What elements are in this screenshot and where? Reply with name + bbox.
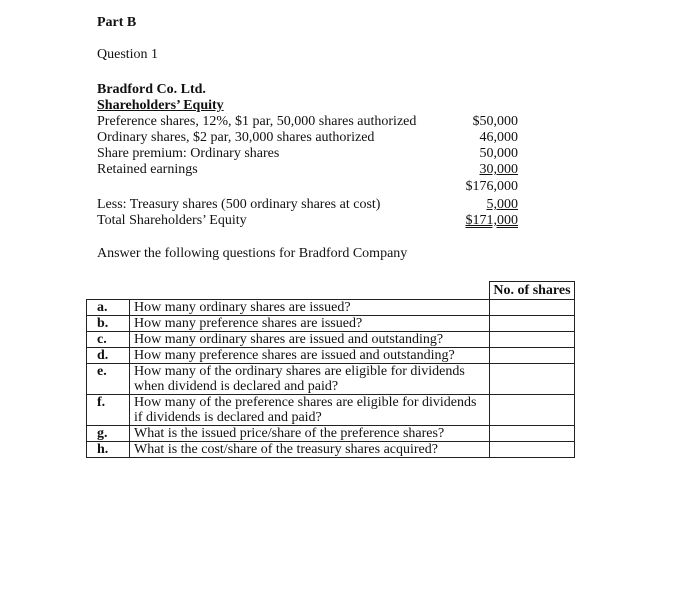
equity-line-label: Ordinary shares, $2 par, 30,000 shares authorized [97, 130, 375, 145]
question-text [130, 300, 490, 316]
total-equity-label: Total Shareholders’ Equity [97, 213, 247, 228]
table-row [87, 316, 575, 332]
question-line: when dividend is declared and paid? [134, 379, 339, 394]
header-spacer [87, 282, 130, 300]
question-letter: a. [87, 300, 130, 316]
answer-cell[interactable] [490, 395, 575, 426]
total-equity-amount: $171,000 [465, 213, 518, 228]
question-line: What is the cost/share of the treasury shares acquired? [134, 442, 438, 457]
company-name: Bradford Co. Ltd. [97, 82, 206, 97]
question-line: How many ordinary shares are issued and outstanding? [134, 332, 444, 347]
equity-line-label: Preference shares, 12%, $1 par, 50,000 shares authorized [97, 114, 417, 129]
answer-cell[interactable] [490, 316, 575, 332]
answer-cell[interactable] [490, 348, 575, 364]
question-line: How many ordinary shares are issued? [134, 300, 351, 315]
table-header-row [87, 282, 575, 300]
equity-line-label: Retained earnings [97, 162, 198, 177]
question-letter: h. [87, 442, 130, 458]
answer-cell[interactable] [490, 332, 575, 348]
equity-line-label: Share premium: Ordinary shares [97, 146, 280, 161]
equity-line-amount: 50,000 [479, 146, 518, 161]
question-letter: e. [87, 364, 130, 395]
equity-line-amount: 30,000 [479, 162, 518, 177]
question-line: How many of the ordinary shares are eligible for dividends [134, 364, 465, 379]
subtotal-amount: $176,000 [465, 179, 518, 194]
question-letter: d. [87, 348, 130, 364]
answer-cell[interactable] [490, 364, 575, 395]
table-row [87, 332, 575, 348]
less-treasury-label: Less: Treasury shares (500 ordinary shares at cost) [97, 197, 381, 212]
question-text [130, 442, 490, 458]
question-letter: g. [87, 426, 130, 442]
question-title: Question 1 [97, 47, 159, 62]
question-line: if dividends is declared and paid? [134, 410, 322, 425]
questions-table [86, 281, 575, 458]
question-letter: f. [87, 395, 130, 426]
answer-column-header: No. of shares [490, 282, 575, 300]
answer-cell[interactable] [490, 426, 575, 442]
question-text [130, 348, 490, 364]
question-letter: c. [87, 332, 130, 348]
equity-line-amount: 46,000 [479, 130, 518, 145]
table-row [87, 364, 575, 395]
question-line: How many of the preference shares are eligible for dividends [134, 395, 477, 410]
answer-cell[interactable] [490, 442, 575, 458]
question-line: How many preference shares are issued? [134, 316, 363, 331]
section-title: Shareholders’ Equity [97, 98, 224, 113]
equity-line-amount: $50,000 [472, 114, 518, 129]
question-line: What is the issued price/share of the preference shares? [134, 426, 445, 441]
table-row [87, 426, 575, 442]
less-treasury-amount: 5,000 [486, 197, 518, 212]
table-row [87, 395, 575, 426]
answer-cell[interactable] [490, 300, 575, 316]
question-text [130, 364, 490, 395]
instruction-text: Answer the following questions for Bradford Company [97, 246, 408, 261]
header-spacer [130, 282, 490, 300]
table-row [87, 442, 575, 458]
question-text [130, 395, 490, 426]
question-text [130, 426, 490, 442]
question-text [130, 316, 490, 332]
table-row [87, 348, 575, 364]
question-letter: b. [87, 316, 130, 332]
question-text [130, 332, 490, 348]
question-line: How many preference shares are issued and outstanding? [134, 348, 455, 363]
part-title: Part B [97, 15, 137, 30]
table-row [87, 300, 575, 316]
